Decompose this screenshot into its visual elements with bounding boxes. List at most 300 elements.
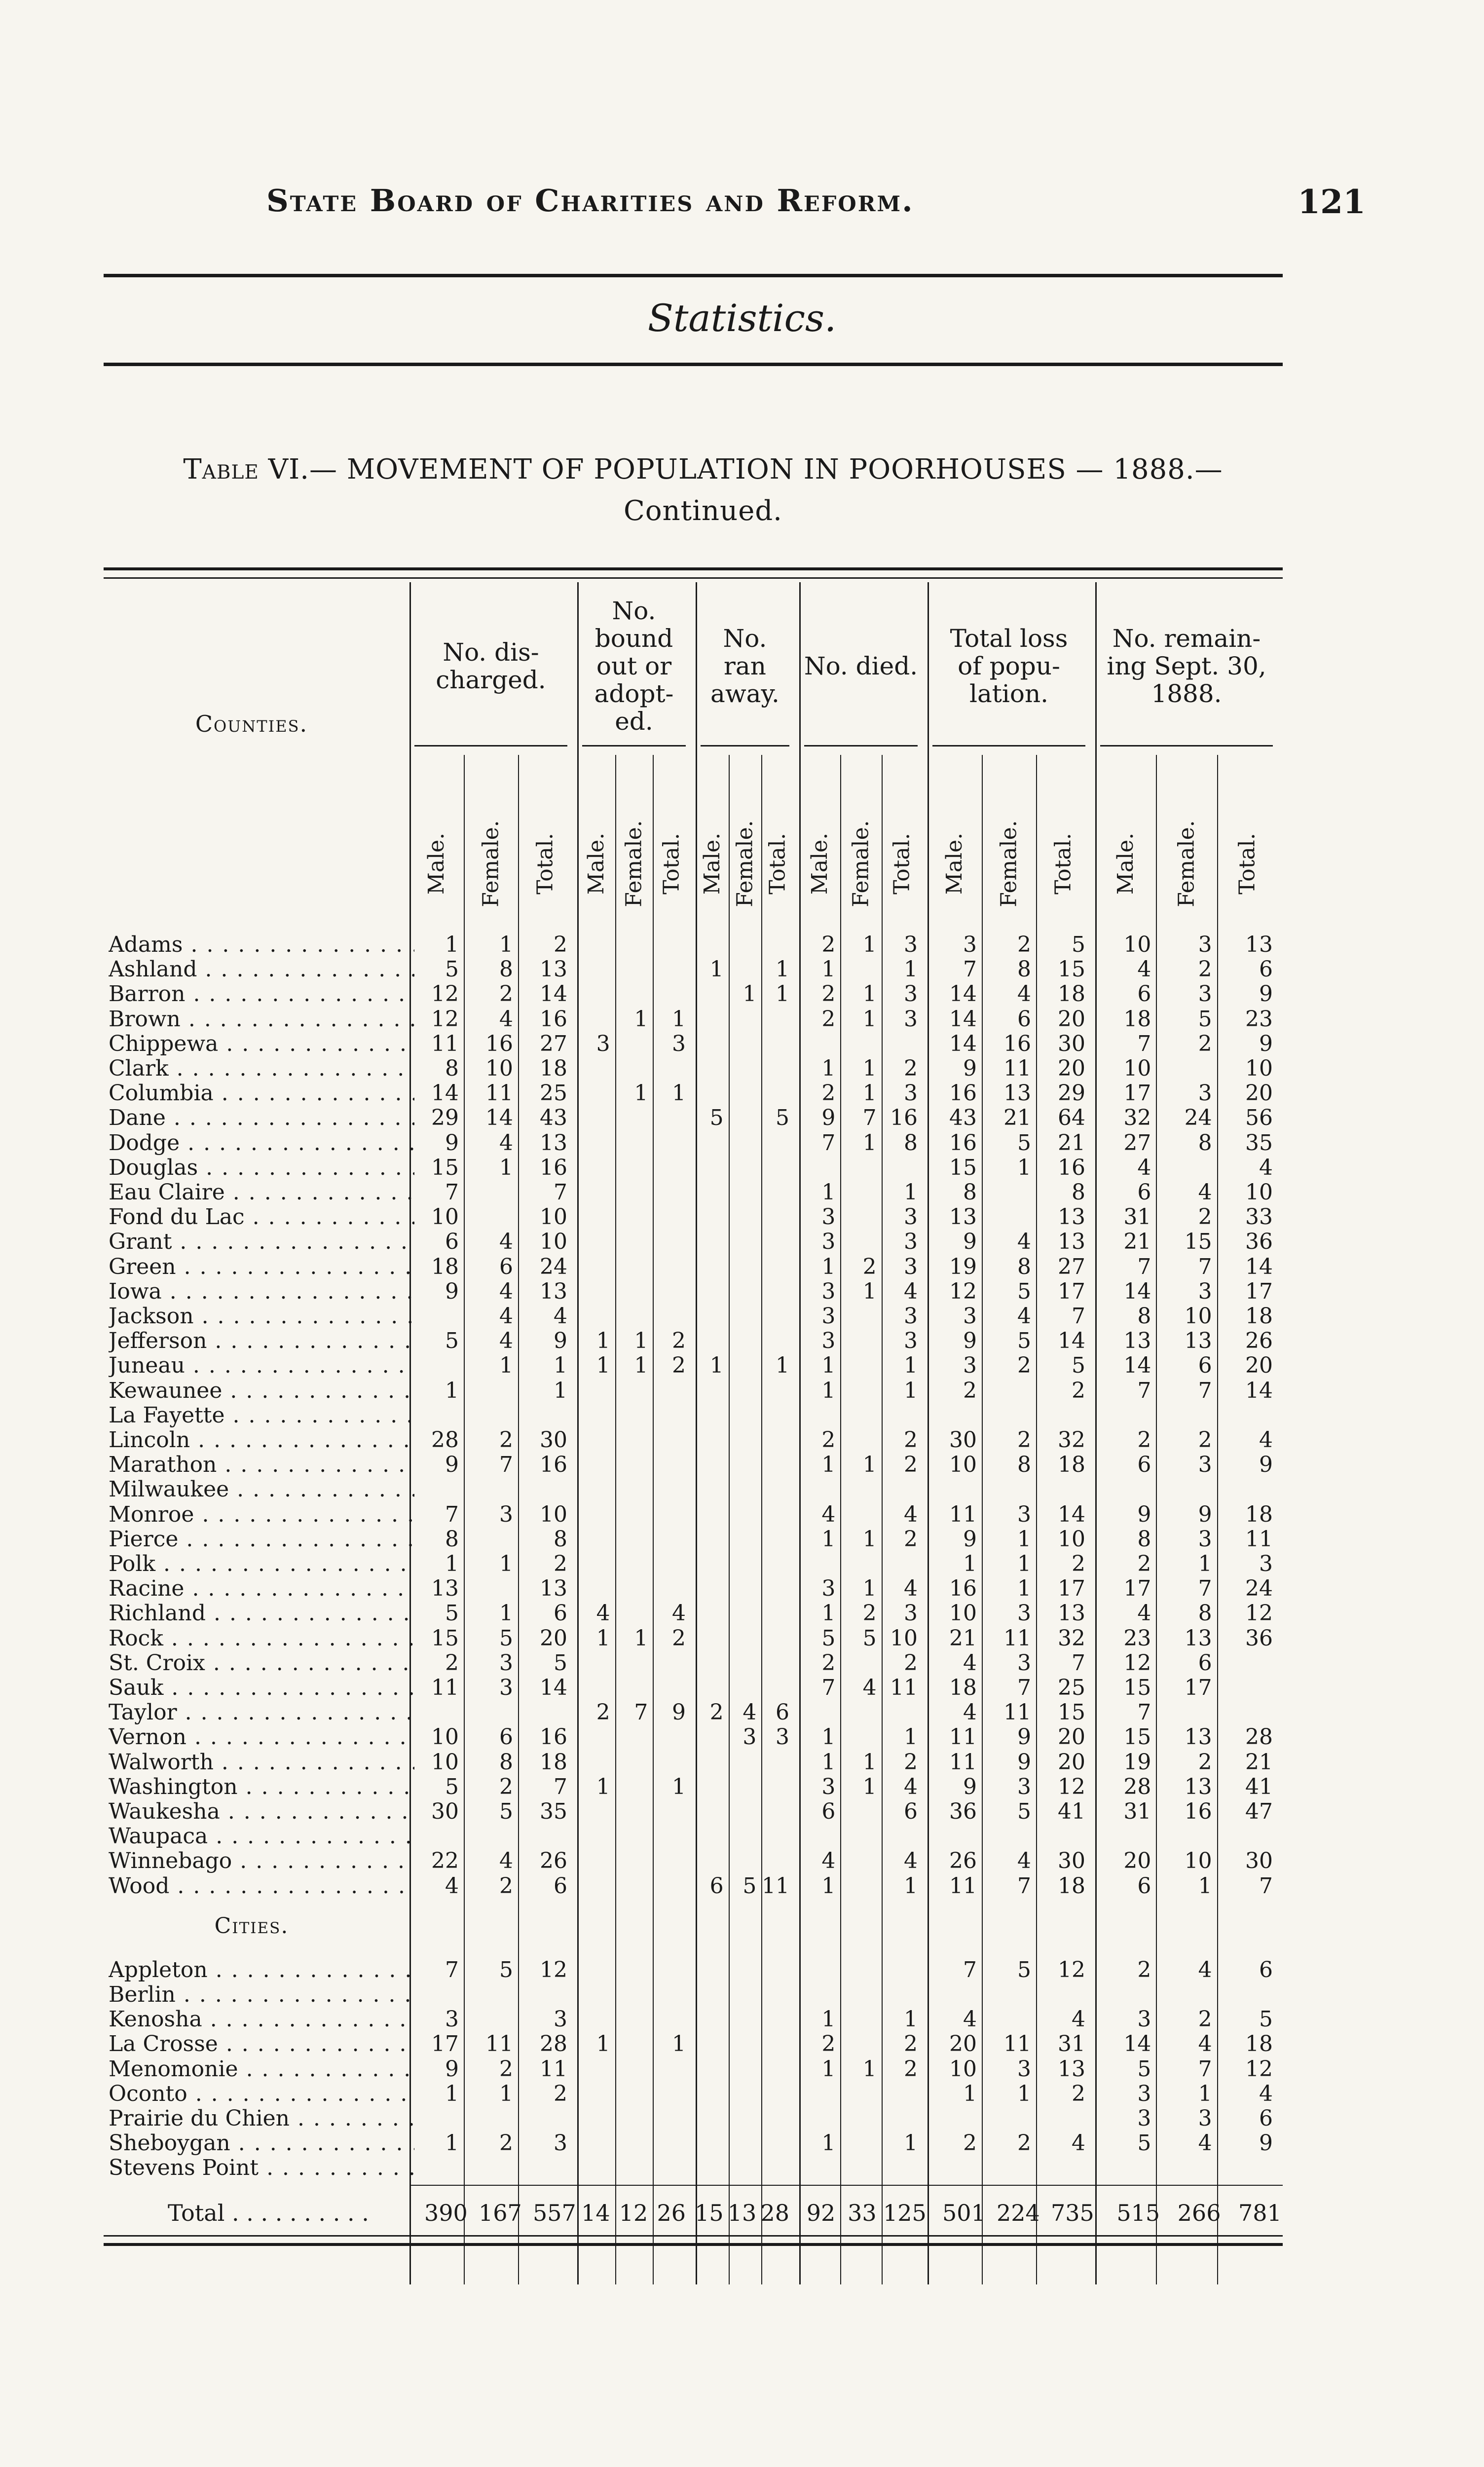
row-value: 1 xyxy=(776,1353,789,1379)
row-value: 43 xyxy=(949,1105,977,1131)
row-value: 9 xyxy=(445,2056,459,2082)
row-value: 7 xyxy=(821,1675,836,1700)
row-value: 18 xyxy=(1245,1501,1273,1527)
row-value: 1 xyxy=(862,1006,877,1032)
row-value: 2 xyxy=(499,981,513,1007)
row-value: 25 xyxy=(1058,1675,1085,1700)
row-value: 28 xyxy=(1245,1724,1273,1750)
row-value: 14 xyxy=(949,1006,977,1032)
row-value: 6 xyxy=(1198,1353,1212,1379)
running-title: State Board of Charities and Reform. xyxy=(266,183,914,219)
row-value: 30 xyxy=(949,1427,977,1453)
row-value: 30 xyxy=(540,1427,567,1453)
row-value: 8 xyxy=(1017,1452,1031,1478)
row-label: Pierce . . . xyxy=(109,1527,414,1552)
row-value: 10 xyxy=(540,1229,567,1255)
table-row xyxy=(104,1676,1283,1700)
row-value: 1 xyxy=(821,2131,836,2156)
table-row xyxy=(104,1502,1283,1527)
table-row xyxy=(104,1700,1283,1725)
sub-header-label: Total. xyxy=(1050,832,1076,895)
row-value: 4 xyxy=(1072,2007,1085,2032)
table-caption xyxy=(99,449,1307,532)
running-head xyxy=(104,183,1380,227)
row-value: 14 xyxy=(1123,1278,1151,1304)
row-value: 5 xyxy=(1017,1278,1031,1304)
row-value: 167 xyxy=(479,2199,522,2226)
row-value: 8 xyxy=(499,1749,513,1775)
row-value: 12 xyxy=(1245,2056,1273,2082)
row-value: 1 xyxy=(862,1452,877,1478)
row-value: 3 xyxy=(904,1229,918,1255)
row-value: 3 xyxy=(1198,1526,1212,1552)
table-row xyxy=(104,1007,1283,1032)
row-value: 9 xyxy=(963,1774,977,1799)
row-value: 2 xyxy=(862,1601,877,1626)
sub-header-label: Total. xyxy=(532,832,558,895)
row-value: 3 xyxy=(963,932,977,957)
row-value: 4 xyxy=(1259,2081,1273,2106)
row-value: 1 xyxy=(672,2031,686,2057)
row-value: 3 xyxy=(904,1254,918,1279)
group-rule-4 xyxy=(804,745,918,747)
row-value: 14 xyxy=(540,981,567,1007)
row-label: Lincoln . . . xyxy=(109,1428,414,1453)
sub-header-label: Total. xyxy=(889,832,915,895)
row-value: 9 xyxy=(554,1328,567,1354)
row-value: 15 xyxy=(1058,1700,1085,1725)
row-value: 2 xyxy=(862,1254,877,1279)
row-value: 557 xyxy=(533,2199,576,2226)
row-value: 9 xyxy=(1259,1452,1273,1478)
row-value: 20 xyxy=(1058,1056,1085,1081)
table-row xyxy=(104,1750,1283,1775)
row-value: 4 xyxy=(672,1601,686,1626)
row-value: 7 xyxy=(1017,1675,1031,1700)
row-value: 17 xyxy=(1123,1081,1151,1106)
row-value: 1 xyxy=(904,957,918,982)
row-value: 1 xyxy=(1198,1551,1212,1576)
table-bottom-rule-2 xyxy=(104,2243,1283,2246)
row-value: 2 xyxy=(821,1081,836,1106)
row-value: 2 xyxy=(554,2081,567,2106)
row-value: 4 xyxy=(1017,1229,1031,1255)
row-value: 3 xyxy=(1198,2106,1212,2131)
row-label: Walworth . . . xyxy=(109,1750,414,1775)
row-value: 8 xyxy=(499,957,513,982)
row-value: 2 xyxy=(904,1526,918,1552)
row-value: 9 xyxy=(963,1056,977,1081)
row-value: 1 xyxy=(904,2007,918,2032)
sub-header-label: Total. xyxy=(765,832,791,895)
row-value: 11 xyxy=(949,1873,977,1899)
row-value: 13 xyxy=(540,1576,567,1602)
row-value: 9 xyxy=(1137,1501,1151,1527)
row-value: 11 xyxy=(1003,1056,1031,1081)
row-value: 1 xyxy=(1198,1873,1212,1899)
row-value: 3 xyxy=(821,1576,836,1602)
row-value: 4 xyxy=(499,1006,513,1032)
row-value: 13 xyxy=(1058,2056,1085,2082)
row-value: 7 xyxy=(499,1452,513,1478)
table-row xyxy=(104,957,1283,982)
row-label: Dodge . . . xyxy=(109,1131,414,1156)
table-row xyxy=(104,1874,1283,1899)
row-value: 2 xyxy=(1198,957,1212,982)
row-value: 3 xyxy=(1198,1278,1212,1304)
row-label: Adams . . . xyxy=(109,933,414,957)
row-value: 15 xyxy=(1058,957,1085,982)
row-value: 4 xyxy=(904,1576,918,1602)
sub-header-label: Male. xyxy=(699,832,725,895)
row-value: 41 xyxy=(1245,1774,1273,1799)
row-value: 2 xyxy=(904,1452,918,1478)
row-value: 10 xyxy=(431,1204,459,1230)
row-value: 6 xyxy=(1259,1957,1273,1982)
row-value: 1 xyxy=(709,1353,724,1379)
row-value: 11 xyxy=(485,2031,513,2057)
row-value: 1 xyxy=(821,1452,836,1478)
table-row xyxy=(104,1626,1283,1651)
table-row xyxy=(104,1453,1283,1477)
row-value: 4 xyxy=(1259,1155,1273,1180)
row-value: 29 xyxy=(1058,1081,1085,1106)
row-value: 13 xyxy=(540,1278,567,1304)
row-value: 1 xyxy=(904,1180,918,1205)
row-value: 2 xyxy=(1198,1427,1212,1453)
group-header-3: No. ran away. xyxy=(710,624,779,708)
row-value: 5 xyxy=(821,1625,836,1651)
row-value: 7 xyxy=(1137,1031,1151,1056)
row-value: 7 xyxy=(1198,1378,1212,1403)
row-label: Monroe . . . xyxy=(109,1502,414,1527)
row-value: 3 xyxy=(1137,2081,1151,2106)
row-value: 2 xyxy=(1198,1204,1212,1230)
row-value: 30 xyxy=(431,1799,459,1824)
row-label: Waukesha . . . xyxy=(109,1799,414,1824)
row-value: 11 xyxy=(1003,1700,1031,1725)
row-value: 20 xyxy=(1058,1006,1085,1032)
group-header-2: No. bound out or adopt- ed. xyxy=(594,597,674,736)
row-value: 1 xyxy=(1017,1526,1031,1552)
row-value: 2 xyxy=(499,1774,513,1799)
row-value: 6 xyxy=(554,1601,567,1626)
row-value: 4 xyxy=(1137,957,1151,982)
row-value: 2 xyxy=(821,1427,836,1453)
row-value: 1 xyxy=(821,1601,836,1626)
row-label: Kenosha . . . xyxy=(109,2007,414,2032)
row-value: 1 xyxy=(862,1130,877,1156)
row-value: 7 xyxy=(634,1700,648,1725)
row-value: 28 xyxy=(540,2031,567,2057)
row-value: 12 xyxy=(431,981,459,1007)
table-row xyxy=(104,1205,1283,1230)
table-row xyxy=(104,1477,1283,1502)
row-value: 3 xyxy=(1017,1501,1031,1527)
row-value: 2 xyxy=(709,1700,724,1725)
row-label: Rock . . . xyxy=(109,1626,414,1651)
row-value: 16 xyxy=(540,1724,567,1750)
row-value: 4 xyxy=(445,1873,459,1899)
row-value: 30 xyxy=(1245,1848,1273,1874)
row-value: 13 xyxy=(1184,1328,1212,1354)
row-value: 3 xyxy=(821,1278,836,1304)
row-value: 5 xyxy=(742,1873,757,1899)
row-value: 3 xyxy=(821,1774,836,1799)
rule-under-section xyxy=(104,363,1283,366)
row-value: 17 xyxy=(1123,1576,1151,1602)
row-value: 7 xyxy=(1072,1650,1085,1676)
row-value: 15 xyxy=(1123,1675,1151,1700)
row-value: 1 xyxy=(821,2056,836,2082)
row-label: Columbia . . . xyxy=(109,1081,414,1106)
row-value: 1 xyxy=(596,1353,610,1379)
row-value: 13 xyxy=(1184,1724,1212,1750)
row-value: 15 xyxy=(431,1155,459,1180)
row-value: 64 xyxy=(1058,1105,1085,1131)
row-value: 8 xyxy=(1198,1130,1212,1156)
row-value: 13 xyxy=(431,1576,459,1602)
row-value: 16 xyxy=(949,1081,977,1106)
row-value: 8 xyxy=(1072,1180,1085,1205)
row-value: 4 xyxy=(499,1328,513,1354)
row-value: 390 xyxy=(424,2199,468,2226)
row-value: 2 xyxy=(963,1378,977,1403)
row-value: 2 xyxy=(1198,2007,1212,2032)
table-row xyxy=(104,1329,1283,1353)
row-value: 19 xyxy=(1123,1749,1151,1775)
row-label: Fond du Lac . . . xyxy=(109,1205,414,1230)
row-value: 20 xyxy=(1245,1353,1273,1379)
row-value: 266 xyxy=(1177,2199,1221,2226)
row-value: 15 xyxy=(1184,1229,1212,1255)
row-value: 4 xyxy=(742,1700,757,1725)
row-value: 1 xyxy=(1017,1576,1031,1602)
table-row xyxy=(104,1824,1283,1849)
row-value: 1 xyxy=(862,1526,877,1552)
row-value: 1 xyxy=(821,1056,836,1081)
row-value: 2 xyxy=(1137,1957,1151,1982)
row-value: 2 xyxy=(1017,1353,1031,1379)
row-value: 4 xyxy=(963,2007,977,2032)
row-label: Vernon . . . xyxy=(109,1725,414,1750)
row-value: 3 xyxy=(499,1501,513,1527)
row-value: 8 xyxy=(1137,1304,1151,1329)
row-value: 4 xyxy=(554,1304,567,1329)
row-value: 1 xyxy=(904,1873,918,1899)
row-value: 3 xyxy=(904,1328,918,1354)
row-value: 1 xyxy=(672,1006,686,1032)
row-value: 2 xyxy=(672,1353,686,1379)
row-value: 2 xyxy=(499,2056,513,2082)
row-value: 10 xyxy=(540,1501,567,1527)
row-value: 1 xyxy=(963,2081,977,2106)
row-value: 3 xyxy=(499,1650,513,1676)
row-value: 36 xyxy=(1245,1625,1273,1651)
row-value: 1 xyxy=(862,1576,877,1602)
row-value: 13 xyxy=(1003,1081,1031,1106)
row-value: 16 xyxy=(540,1452,567,1478)
caption-prefix: Table VI. xyxy=(183,453,310,486)
row-value: 26 xyxy=(540,1848,567,1874)
row-value: 3 xyxy=(1198,1452,1212,1478)
row-value: 1 xyxy=(554,1378,567,1403)
table-row xyxy=(104,1304,1283,1329)
sub-header-label: Female. xyxy=(848,820,874,907)
row-value: 4 xyxy=(1072,2131,1085,2156)
sub-header-label: Female. xyxy=(478,820,504,907)
row-value: 5 xyxy=(1017,1130,1031,1156)
row-value: 8 xyxy=(554,1526,567,1552)
row-value: 3 xyxy=(904,932,918,957)
row-label: Jefferson . . . xyxy=(109,1329,414,1353)
row-value: 8 xyxy=(1137,1526,1151,1552)
row-value: 7 xyxy=(862,1105,877,1131)
row-value: 8 xyxy=(445,1056,459,1081)
row-value: 6 xyxy=(1259,957,1273,982)
row-value: 7 xyxy=(1198,1576,1212,1602)
row-value: 1 xyxy=(821,1353,836,1379)
row-value: 16 xyxy=(949,1576,977,1602)
row-value: 8 xyxy=(1017,957,1031,982)
row-value: 1 xyxy=(821,1378,836,1403)
section-title: Statistics. xyxy=(647,296,837,340)
row-value: 7 xyxy=(963,957,977,982)
row-value: 14 xyxy=(1245,1254,1273,1279)
sub-header-label: Female. xyxy=(996,820,1022,907)
row-value: 47 xyxy=(1245,1799,1273,1824)
table-row xyxy=(104,1775,1283,1799)
table-row xyxy=(104,1156,1283,1180)
row-value: 10 xyxy=(1245,1180,1273,1205)
row-value: 2 xyxy=(554,1551,567,1576)
group-rule-2 xyxy=(582,745,686,747)
row-value: 28 xyxy=(760,2199,789,2226)
row-value: 32 xyxy=(1123,1105,1151,1131)
row-value: 18 xyxy=(1058,1873,1085,1899)
row-value: 3 xyxy=(1137,2106,1151,2131)
row-value: 735 xyxy=(1051,2199,1094,2226)
row-value: 4 xyxy=(904,1848,918,1874)
row-label: Racine . . . xyxy=(109,1576,414,1601)
row-value: 19 xyxy=(949,1254,977,1279)
row-value: 3 xyxy=(904,1204,918,1230)
row-value: 2 xyxy=(1072,1551,1085,1576)
row-value: 1 xyxy=(904,2131,918,2156)
row-value: 1 xyxy=(862,932,877,957)
row-value: 2 xyxy=(1072,1378,1085,1403)
row-value: 56 xyxy=(1245,1105,1273,1131)
sub-header-label: Total. xyxy=(1234,832,1260,895)
row-value: 30 xyxy=(1058,1031,1085,1056)
row-value: 6 xyxy=(1137,981,1151,1007)
row-value: 1 xyxy=(499,2081,513,2106)
row-label: Green . . . xyxy=(109,1255,414,1279)
row-value: 6 xyxy=(709,1873,724,1899)
row-label: Winnebago . . . xyxy=(109,1849,414,1873)
row-value: 2 xyxy=(963,2131,977,2156)
row-value: 23 xyxy=(1245,1006,1273,1032)
row-value: 24 xyxy=(540,1254,567,1279)
row-value: 1 xyxy=(821,1526,836,1552)
row-value: 14 xyxy=(581,2199,610,2226)
row-value: 11 xyxy=(1003,2031,1031,2057)
row-value: 13 xyxy=(1245,932,1273,957)
row-value: 10 xyxy=(431,1724,459,1750)
row-value: 15 xyxy=(1123,1724,1151,1750)
row-value: 5 xyxy=(1017,1799,1031,1824)
row-value: 1 xyxy=(709,957,724,982)
row-label: Richland . . . xyxy=(109,1601,414,1626)
row-value: 15 xyxy=(431,1625,459,1651)
table-row xyxy=(104,1081,1283,1106)
row-value: 6 xyxy=(499,1724,513,1750)
row-value: 3 xyxy=(1198,932,1212,957)
row-value: 17 xyxy=(1058,1278,1085,1304)
row-value: 2 xyxy=(904,1749,918,1775)
row-value: 8 xyxy=(1017,1254,1031,1279)
row-value: 92 xyxy=(806,2199,836,2226)
row-value: 4 xyxy=(1137,1601,1151,1626)
row-value: 7 xyxy=(1017,1873,1031,1899)
row-value: 15 xyxy=(949,1155,977,1180)
row-value: 1 xyxy=(445,1378,459,1403)
row-label: St. Croix . . . xyxy=(109,1651,414,1676)
row-value: 4 xyxy=(1017,981,1031,1007)
table-row xyxy=(104,1576,1283,1601)
table-row xyxy=(104,1180,1283,1205)
row-value: 6 xyxy=(776,1700,789,1725)
row-value: 4 xyxy=(1198,2031,1212,2057)
table-row xyxy=(104,2032,1283,2056)
row-value: 1 xyxy=(963,1551,977,1576)
row-value: 14 xyxy=(540,1675,567,1700)
row-value: 2 xyxy=(904,1427,918,1453)
row-value: 5 xyxy=(1137,2056,1151,2082)
row-value: 4 xyxy=(862,1675,877,1700)
row-value: 1 xyxy=(862,1056,877,1081)
row-value: 24 xyxy=(1184,1105,1212,1131)
row-value: 1 xyxy=(634,1006,648,1032)
row-value: 2 xyxy=(904,1650,918,1676)
row-value: 12 xyxy=(1058,1957,1085,1982)
row-value: 1 xyxy=(862,1081,877,1106)
table-row xyxy=(104,2131,1283,2156)
row-value: 2 xyxy=(1198,1749,1212,1775)
row-value: 2 xyxy=(904,2031,918,2057)
table-row xyxy=(104,1379,1283,1403)
row-label: Taylor . . . xyxy=(109,1700,414,1725)
row-value: 4 xyxy=(1198,1180,1212,1205)
row-value: 3 xyxy=(596,1031,610,1056)
table-row xyxy=(104,2007,1283,2032)
table-row xyxy=(104,2106,1283,2131)
row-value: 1 xyxy=(634,1081,648,1106)
row-value: 7 xyxy=(1072,1304,1085,1329)
row-value: 7 xyxy=(1137,1700,1151,1725)
row-value: 5 xyxy=(862,1625,877,1651)
row-value: 26 xyxy=(949,1848,977,1874)
row-value: 12 xyxy=(540,1957,567,1982)
row-value: 7 xyxy=(445,1180,459,1205)
row-value: 1 xyxy=(445,2131,459,2156)
row-value: 20 xyxy=(1123,1848,1151,1874)
row-value: 1 xyxy=(1017,1551,1031,1576)
row-value: 5 xyxy=(709,1105,724,1131)
total-row xyxy=(104,2201,1283,2225)
row-label: Waupaca . . . xyxy=(109,1824,414,1849)
row-label: La Crosse . . . xyxy=(109,2032,414,2056)
